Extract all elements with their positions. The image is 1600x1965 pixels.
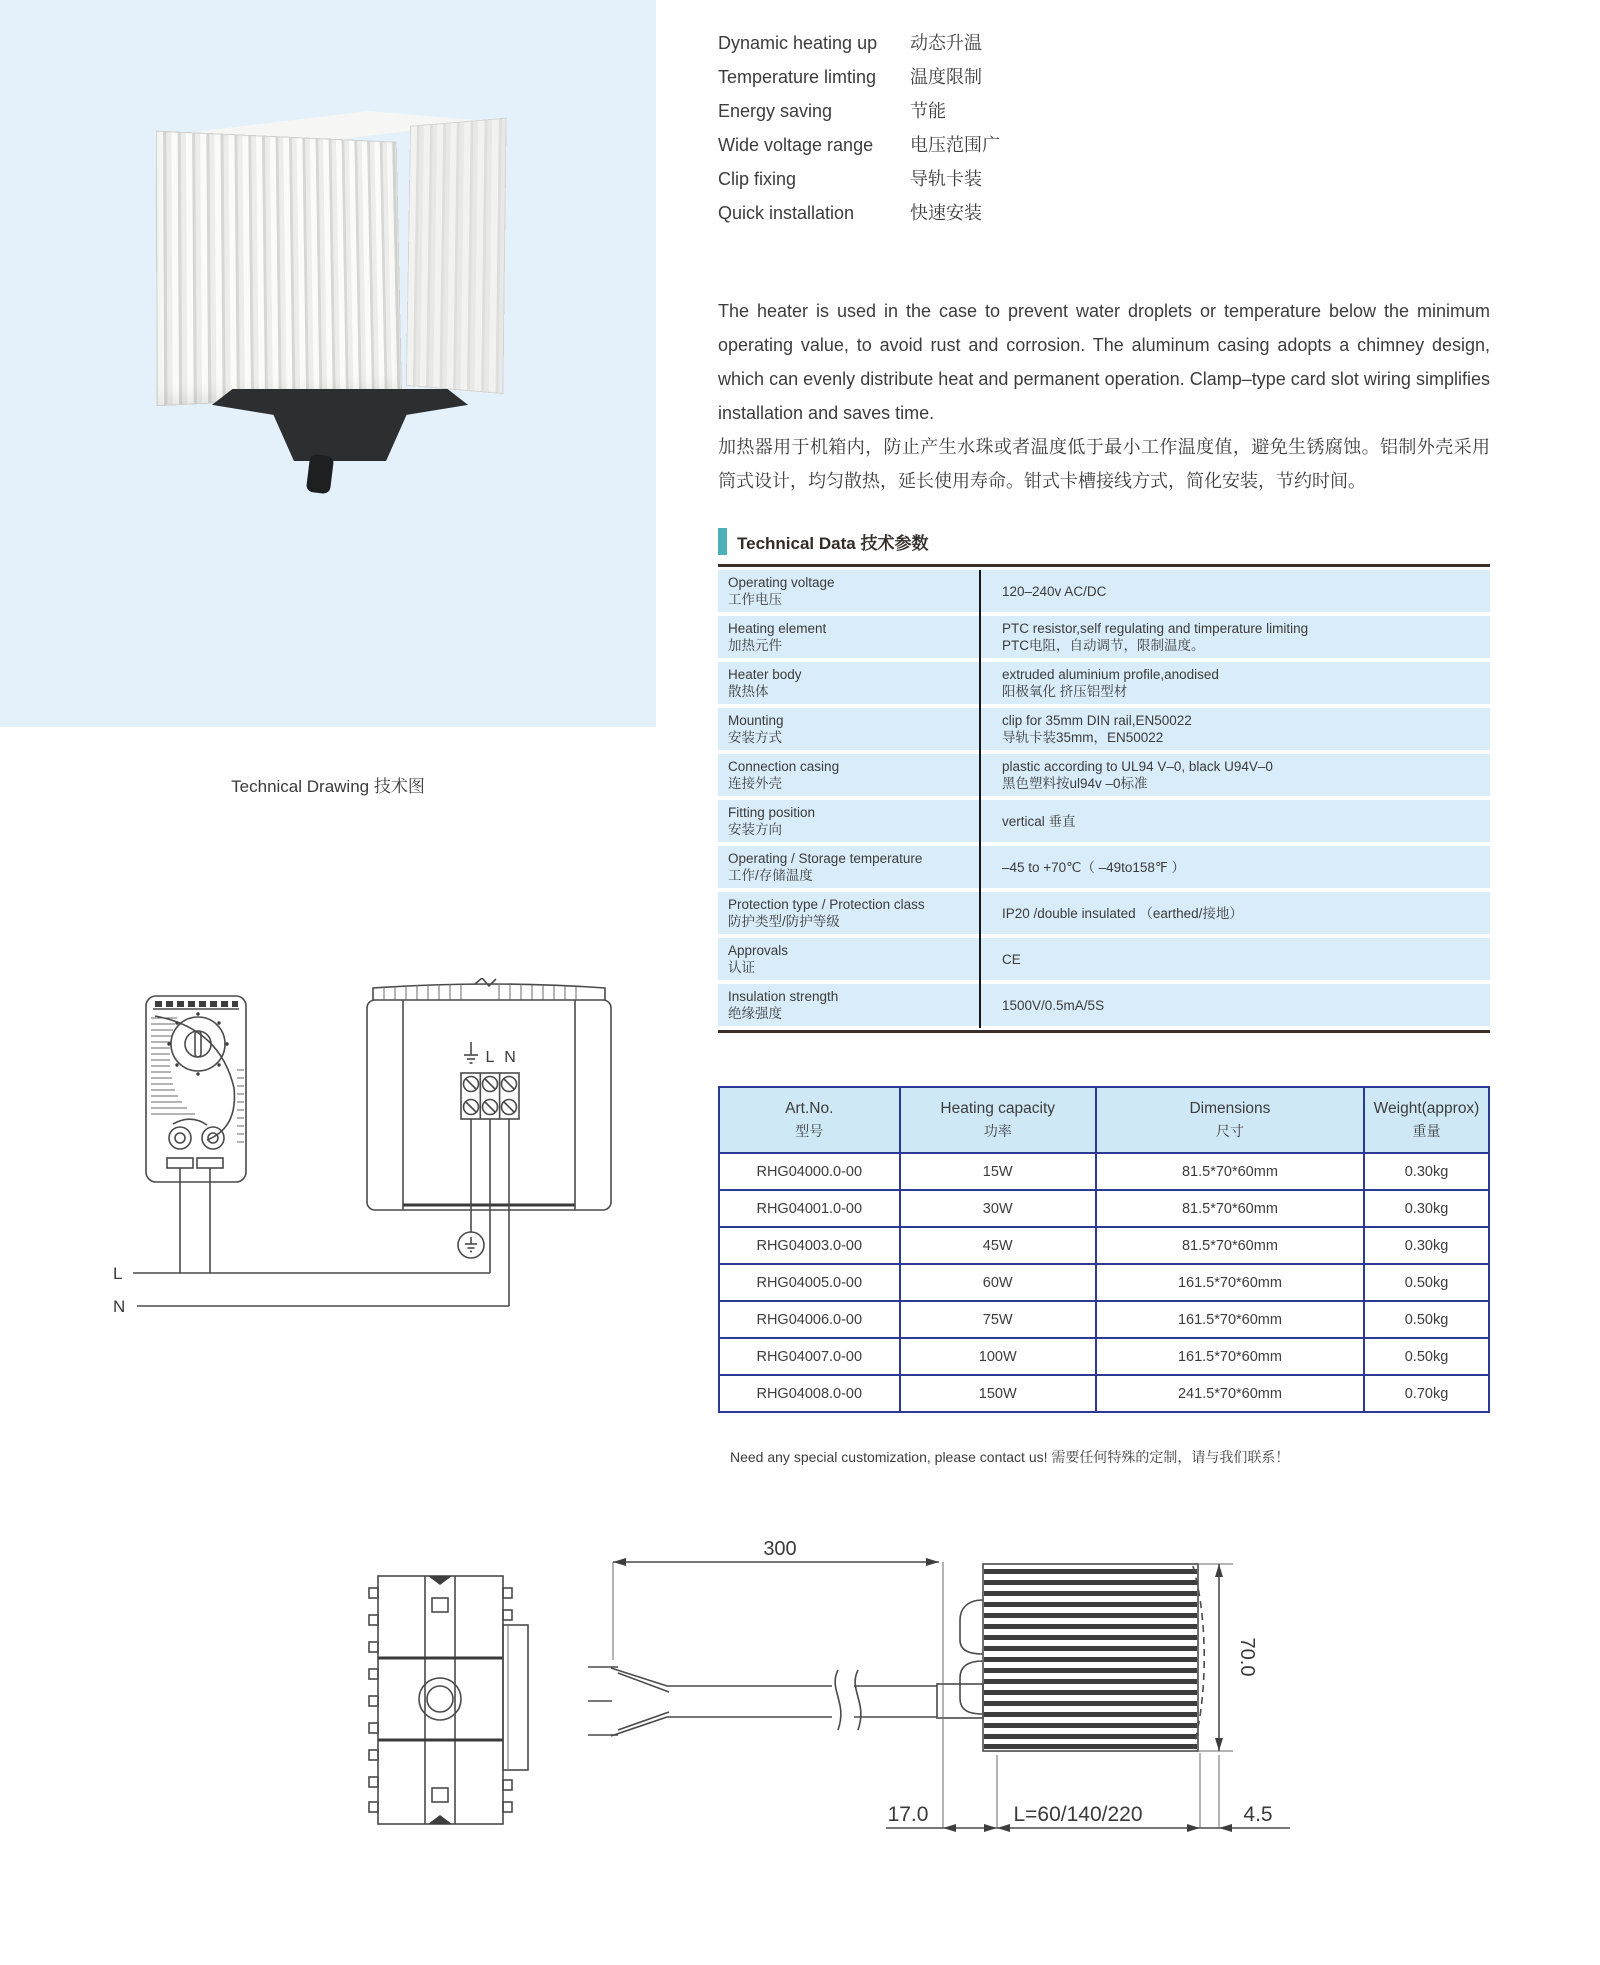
row-label-zh: 绝缘强度 <box>728 1006 782 1021</box>
cell-artno: RHG04005.0-00 <box>719 1264 900 1301</box>
cell-weight: 0.30kg <box>1364 1227 1489 1264</box>
table-row <box>719 1301 1489 1338</box>
row-label-en: Fitting position <box>728 805 816 820</box>
cell-weight: 0.50kg <box>1364 1264 1489 1301</box>
cell-dimensions: 161.5*70*60mm <box>1096 1264 1364 1301</box>
feature-item <box>718 94 1000 128</box>
earth-symbol-icon <box>464 1042 478 1063</box>
technical-data-table <box>718 570 1490 1033</box>
col-dimensions <box>1096 1087 1364 1153</box>
header-zh: 重量 <box>1412 1123 1441 1139</box>
feature-zh: 导轨卡装 <box>910 169 982 189</box>
feature-en: Clip fixing <box>718 169 797 189</box>
row-value-en: IP20 /double insulated （earthed/接地） <box>1002 905 1243 921</box>
feature-en: Temperature limting <box>718 67 877 87</box>
row-value-en: vertical 垂直 <box>1002 813 1076 829</box>
technical-drawing-caption: Technical Drawing 技术图 <box>231 777 425 796</box>
table-row <box>718 754 1490 796</box>
row-label-zh: 防护类型/防护等级 <box>728 914 840 929</box>
row-label-zh: 工作电压 <box>728 592 782 607</box>
row-label-en: Insulation strength <box>728 989 839 1004</box>
feature-zh: 快速安装 <box>910 203 982 223</box>
header-en: Weight(approx) <box>1373 1100 1480 1117</box>
row-value-en: plastic according to UL94 V–0, black U94V–0 <box>1002 759 1273 774</box>
table-row <box>719 1153 1489 1190</box>
dim-length-label: L=60/140/220 <box>1013 1803 1143 1826</box>
wiring-lines <box>113 1119 509 1316</box>
terminal-l-label: L <box>485 1049 495 1066</box>
cable-drawing <box>588 1667 937 1736</box>
feature-en: Energy saving <box>718 101 833 121</box>
feature-item <box>718 60 1000 94</box>
cell-weight: 0.50kg <box>1364 1338 1489 1375</box>
heater-cable <box>306 454 334 495</box>
table-row <box>718 662 1490 704</box>
product-photo <box>150 105 522 475</box>
row-label-en: Heater body <box>728 667 802 682</box>
dim-300-label: 300 <box>763 1540 797 1560</box>
cell-capacity: 75W <box>900 1301 1096 1338</box>
cell-artno: RHG04003.0-00 <box>719 1227 900 1264</box>
cell-capacity: 100W <box>900 1338 1096 1375</box>
product-description <box>718 294 1490 498</box>
row-label-zh: 连接外壳 <box>728 776 782 791</box>
row-label-en: Operating / Storage temperature <box>728 851 923 866</box>
table-header-row <box>719 1087 1489 1153</box>
cell-weight: 0.70kg <box>1364 1375 1489 1412</box>
header-zh: 功率 <box>983 1123 1012 1139</box>
table-row <box>718 846 1490 888</box>
table-bottom-border <box>718 1030 1490 1033</box>
cell-artno: RHG04007.0-00 <box>719 1338 900 1375</box>
table-column-divider <box>979 570 981 1028</box>
table-row <box>718 938 1490 980</box>
dim-70-label: 70.0 <box>1236 1637 1258 1677</box>
row-label-zh: 安装方向 <box>728 822 782 837</box>
header-zh: 尺寸 <box>1215 1123 1244 1139</box>
terminal-n-label: N <box>504 1049 516 1066</box>
heading-accent-bar <box>718 528 727 555</box>
table-row <box>718 708 1490 750</box>
cell-dimensions: 81.5*70*60mm <box>1096 1190 1364 1227</box>
cell-artno: RHG04001.0-00 <box>719 1190 900 1227</box>
feature-item <box>718 128 1000 162</box>
row-label-zh: 安装方式 <box>728 730 782 745</box>
row-label-en: Operating voltage <box>728 575 835 590</box>
row-label-zh: 散热体 <box>728 684 769 699</box>
customization-note: Need any special customization, please contact us! 需要任何特殊的定制，请与我们联系！ <box>730 1449 1290 1465</box>
cell-capacity: 60W <box>900 1264 1096 1301</box>
heater-base <box>212 389 468 461</box>
feature-list <box>718 26 1000 230</box>
description-zh: 加热器用于机箱内，防止产生水珠或者温度低于最小工作温度值，避免生锈腐蚀。铝制外壳采用筒式设计，均匀散热，延长使用寿命。钳式卡槽接线方式，简化安装，节约时间。 <box>718 437 1490 491</box>
table-row <box>718 800 1490 842</box>
col-weight <box>1364 1087 1489 1153</box>
cell-artno: RHG04000.0-00 <box>719 1153 900 1190</box>
feature-en: Dynamic heating up <box>718 33 878 53</box>
dimension-drawing <box>300 1540 1340 1940</box>
row-value-zh: 黑色塑料按ul94v –0标准 <box>1002 776 1148 791</box>
table-row <box>718 570 1490 612</box>
wiring-diagram <box>85 978 625 1323</box>
row-value-en: extruded aluminium profile,anodised <box>1002 667 1219 682</box>
row-value-en: clip for 35mm DIN rail,EN50022 <box>1002 713 1192 728</box>
row-label-zh: 加热元件 <box>728 638 782 653</box>
col-artno <box>719 1087 900 1153</box>
row-label-en: Connection casing <box>728 759 840 774</box>
feature-en: Quick installation <box>718 203 855 223</box>
dim-17-label: 17.0 <box>887 1803 929 1826</box>
header-zh: 型号 <box>795 1123 824 1139</box>
col-capacity <box>900 1087 1096 1153</box>
table-row <box>719 1338 1489 1375</box>
heater-fins-front <box>156 131 402 407</box>
row-label-en: Approvals <box>728 943 789 958</box>
cell-dimensions: 161.5*70*60mm <box>1096 1338 1364 1375</box>
cell-capacity: 30W <box>900 1190 1096 1227</box>
cell-dimensions: 81.5*70*60mm <box>1096 1153 1364 1190</box>
cell-weight: 0.30kg <box>1364 1190 1489 1227</box>
row-value-en: PTC resistor,self regulating and timperature limiting <box>1002 621 1309 636</box>
feature-item <box>718 162 1000 196</box>
description-en: The heater is used in the case to prevent water droplets or temperature below the minimum operating value, to avoid rust and corrosion. The aluminum casing adopts a chimney design, which can evenly distribute heat and permanent operation. Clamp–type card slot wiring simplifies installation and saves time. <box>718 301 1490 423</box>
cell-dimensions: 161.5*70*60mm <box>1096 1301 1364 1338</box>
cell-dimensions: 241.5*70*60mm <box>1096 1375 1364 1412</box>
cell-weight: 0.50kg <box>1364 1301 1489 1338</box>
neutral-wire-label: N <box>113 1297 126 1316</box>
thermostat-drawing <box>146 996 246 1182</box>
table-row <box>718 984 1490 1026</box>
table-row <box>719 1375 1489 1412</box>
row-value-zh: PTC电阻，自动调节，限制温度。 <box>1002 638 1205 653</box>
feature-zh: 节能 <box>910 101 946 121</box>
feature-zh: 电压范围广 <box>910 135 1000 155</box>
cable-length-dimension <box>613 1540 939 1660</box>
row-value-zh: 阳极氧化 挤压铝型材 <box>1002 684 1128 699</box>
row-label-zh: 工作/存储温度 <box>728 868 813 883</box>
technical-data-heading <box>718 528 1490 567</box>
profile-cross-section <box>369 1576 528 1824</box>
row-label-en: Protection type / Protection class <box>728 897 925 912</box>
table-row <box>718 892 1490 934</box>
header-en: Heating capacity <box>940 1100 1055 1117</box>
row-value-zh: 导轨卡装35mm，EN50022 <box>1002 730 1164 745</box>
cell-dimensions: 81.5*70*60mm <box>1096 1227 1364 1264</box>
table-row <box>719 1264 1489 1301</box>
side-view-heater <box>937 1564 1204 1751</box>
row-label-zh: 认证 <box>728 960 755 975</box>
feature-item <box>718 196 1000 230</box>
cell-artno: RHG04008.0-00 <box>719 1375 900 1412</box>
product-photo-panel <box>0 0 656 727</box>
row-value-en: CE <box>1002 951 1021 967</box>
table-row <box>719 1227 1489 1264</box>
heater-wiring-drawing <box>367 978 611 1210</box>
row-label-en: Heating element <box>728 621 827 636</box>
heading-text: Technical Data 技术参数 <box>737 534 929 553</box>
line-wire-label: L <box>113 1264 123 1283</box>
table-row <box>718 616 1490 658</box>
cell-capacity: 15W <box>900 1153 1096 1190</box>
row-value-en: 1500V/0.5mA/5S <box>1002 997 1105 1013</box>
feature-zh: 温度限制 <box>910 67 982 87</box>
height-dimension <box>1198 1564 1258 1751</box>
cell-capacity: 45W <box>900 1227 1096 1264</box>
row-value-en: –45 to +70℃（ –49to158℉ ） <box>1002 859 1186 875</box>
cell-weight: 0.30kg <box>1364 1153 1489 1190</box>
cell-capacity: 150W <box>900 1375 1096 1412</box>
feature-zh: 动态升温 <box>910 33 982 53</box>
feature-en: Wide voltage range <box>718 135 874 155</box>
feature-item <box>718 26 1000 60</box>
header-en: Dimensions <box>1189 1100 1271 1117</box>
row-label-en: Mounting <box>728 713 784 728</box>
product-models-table <box>718 1086 1490 1413</box>
cell-artno: RHG04006.0-00 <box>719 1301 900 1338</box>
table-row <box>719 1190 1489 1227</box>
header-en: Art.No. <box>785 1100 834 1117</box>
heater-fins-side <box>406 118 507 394</box>
row-value-en: 120–240v AC/DC <box>1002 583 1107 599</box>
dim-45-label: 4.5 <box>1243 1803 1273 1826</box>
